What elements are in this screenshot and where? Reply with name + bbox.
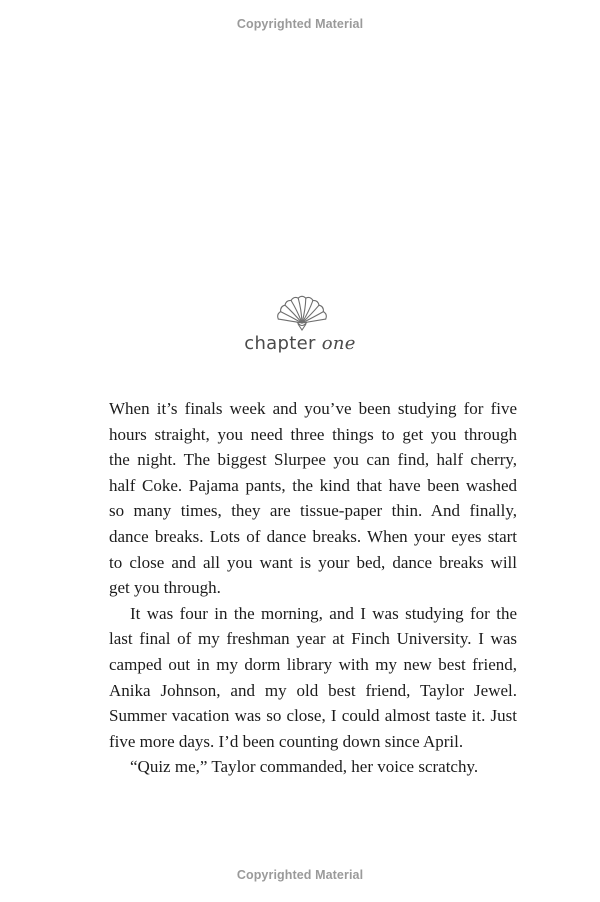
text-line: half Coke. Pajama pants, the kind that have been washed	[109, 475, 517, 495]
text-line: last final of my freshman year at Finch University. I was	[109, 629, 517, 649]
paragraph	[109, 396, 517, 601]
text-line: hours straight, you need three things to get you through	[109, 424, 517, 444]
chapter-number: one	[321, 333, 356, 354]
chapter-label: chapter	[244, 333, 316, 354]
paragraph	[109, 601, 517, 755]
text-line: get you through.	[109, 578, 221, 598]
text-line: Summer vacation was so close, I could almost taste it. Just	[109, 706, 517, 726]
text-line: five more days. I’d been counting down since April.	[109, 731, 464, 751]
text-line: When it’s finals week and you’ve been studying for five	[109, 399, 517, 418]
copyright-watermark-top: Copyrighted Material	[236, 17, 364, 31]
text-line: so many times, they are tissue-paper thin. And finally,	[109, 501, 517, 521]
text-line: the night. The biggest Slurpee you can find, half cherry,	[109, 450, 517, 470]
copyright-watermark-bottom: Copyrighted Material	[236, 868, 364, 882]
text-line: to close and all you want is your bed, dance breaks will	[109, 552, 517, 572]
text-line: Anika Johnson, and my old best friend, Taylor Jewel.	[109, 680, 517, 700]
body-text	[109, 396, 517, 780]
text-line: dance breaks. Lots of dance breaks. When your eyes start	[109, 526, 517, 546]
seashell-icon	[276, 277, 328, 333]
text-line: camped out in my dorm library with my new best friend,	[109, 654, 517, 674]
paragraph	[109, 754, 517, 780]
chapter-heading	[0, 333, 600, 354]
text-line: “Quiz me,” Taylor commanded, her voice scratchy.	[130, 757, 479, 777]
text-line: It was four in the morning, and I was studying for the	[130, 603, 517, 623]
